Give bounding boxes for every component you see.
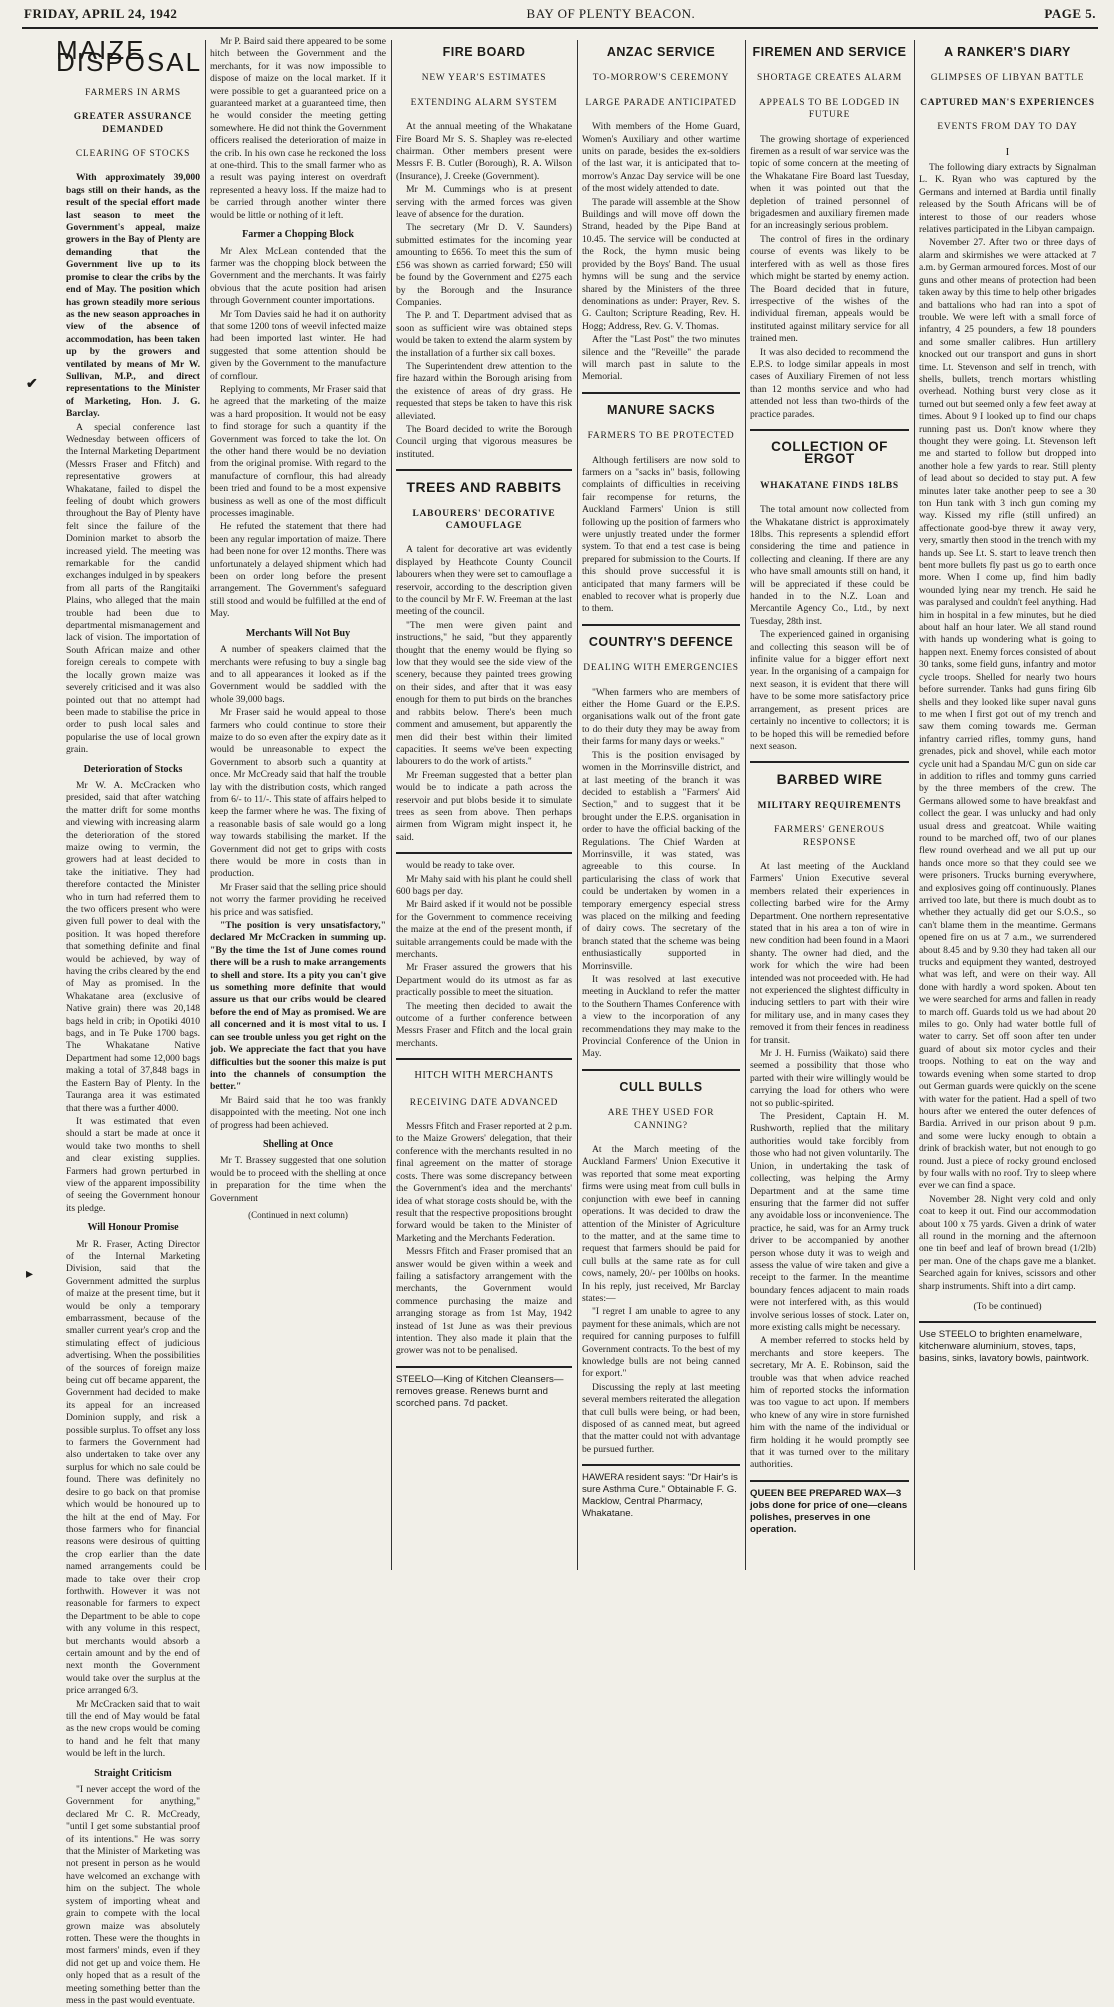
maize-paragraph: Mr W. A. McCracken who presided, said that after watching the matter drift for some months and viewing with increasing alarm the deterioration of the stored maize owing to vermin, the growers had at least decided to take the initiative. They had therefore contacted the Minister who in turn had referred them to the two officers present who were given full power to deal with the position. It was hoped therefore that something definite and final would be achieved, by way of having the cribs cleared by the end of May as promised. In the Whakatane area (exclusive of Native grain) there was 20,148 bags held in crib; in Opotiki 4010 bags, and in Te Puke 1700 bags. The Whakatane Native Department had some 12,000 bags making a total of 37,848 bags in the Eastern Bay of Plenty. In the Tauranga area it was estimated that there was a further 4000. <box>66 779 200 1114</box>
cull-headline: CULL BULLS <box>582 1069 740 1093</box>
defence-headline: COUNTRY'S DEFENCE <box>582 624 740 648</box>
fireboard-deck-2: EXTENDING ALARM SYSTEM <box>410 97 558 108</box>
maize-subhead: Shelling at Once <box>262 1138 333 1150</box>
trees-paragraph: A talent for decorative art was evidently displayed by Heathcote County Council labourers when they were set to camouflage a reservoir, according to the description given to the council by Mr F. W. Freeman at the last meeting of the council. <box>396 544 572 618</box>
column-6 <box>919 36 1096 1576</box>
masthead-paper-title: BAY OF PLENTY BEACON. <box>526 6 696 21</box>
masthead-date: FRIDAY, APRIL 24, 1942 <box>24 6 178 21</box>
to-be-continued: (To be continued) <box>973 1301 1042 1312</box>
manure-headline: MANURE SACKS <box>582 392 740 416</box>
barbed-headline: BARBED WIRE <box>750 761 909 785</box>
column-2 <box>210 36 386 1576</box>
fireboard-paragraph: The secretary (Mr D. V. Saunders) submitted estimates for the incoming year amounting to £656. To meet this the sum of £56 was shown as carried forward; £50 will be found by the Government and £275 each by the Borough and the Insurance Companies. <box>396 222 572 308</box>
maize-paragraph: Mr P. Baird said there appeared to be some hitch between the Government and the merchants, for it was now impossible to dispose of maize on the local market. If it were possible to get a guaranteed price on a guaranteed market at a guaranteed time, then he would consider the meeting getting somewhere. He did not think the Government officers realised the deterioration of maize in the crib. In his own case he reckoned the loss at one-third. This to the small farmer who as a result was paying interest on overdraft represented a heavy loss. If the maize had to be carried through another winter there would be little or nothing of it left. <box>210 36 386 221</box>
hitch-paragraph: Messrs Ffitch and Fraser promised that an answer would be given within a week and failing a satisfactory arrangement with the merchants, the Government would commence purchasing the maize and arranging storage as from 1st May, 1942 instead of 1st June as was their previous intention. They also made it plain that the grower was not to be penalised. <box>396 1246 572 1357</box>
ergot-paragraph: The total amount now collected from the Whakatane district is approximately 18lbs. This represents a splendid effort considering the time and patience in collecting and cleaning. If there are any who have small amounts still on hand, it will be appreciated if these could be handed in to the N.Z. Loan and Mercantile Agency Co., Ltd., by next Tuesday, 28th inst. <box>750 504 909 627</box>
column-rule <box>391 40 392 1570</box>
defence-paragraph: It was resolved at last executive meeting in Auckland to refer the matter to the Southern Thames Conference with a view to the incorporation of any recommendations they may make to the Provincial Conference of the Union in May. <box>582 974 740 1060</box>
diary-paragraph: November 28. Night very cold and only coat to keep it out. Find our accommodation about 100 x 75 yards. Given a drink of water all round in the morning and the afternoon one tin beef and leaf of brown bread (1/2lb) per man. One of the chaps gave me a blanket. Searched again for knives, scissors and other sharp instruments. Shift into a dirt camp. <box>919 1193 1096 1292</box>
fireboard-paragraph: At the annual meeting of the Whakatane Fire Board Mr S. S. Shapley was re-elected chairman. Other members present were Messrs F. B. Cutler (Borough), R. A. Wilson (Insurance), J. Creeke (Government). <box>396 121 572 182</box>
ergot-paragraph: The experienced gained in organising and collecting this season will be of infinite value for a bigger effort next year. In the organising of a campaign for next season, it is evident that there will have to be some more satisfactory price arrangement, as present prices are certainly no incentive to collectors; it is to be hoped this will be remedied before next season. <box>750 629 909 752</box>
maize-paragraph: Mr Fraser said that the selling price should not worry the farmer providing he received his price and was satisfied. <box>210 881 386 918</box>
anzac-deck-1: TO-MORROW'S CEREMONY <box>592 73 730 84</box>
maize-paragraph: Mr Tom Davies said he had it on authority that some 1200 tons of weevil infected maize had been imported last winter. He had suggested that some attention should be given by the Government to the manufacture of cornflour. <box>210 308 386 382</box>
cull-deck: ARE THEY USED FOR CANNING? <box>607 1108 715 1131</box>
firemen-paragraph: The control of fires in the ordinary course of events was likely to be interfered with as well as those fires which might be started by enemy action. The Board decided that in future, irrespective of the wishes of the individual fireman, appeals would be instituted against military service for all trained men. <box>750 233 909 345</box>
fireboard-paragraph: The Board decided to write the Borough Council urging that vigorous measures be instituted. <box>396 423 572 460</box>
column-rule <box>745 40 746 1570</box>
continued-note: (Continued in next column) <box>248 1209 348 1220</box>
defence-deck: DEALING WITH EMERGENCIES <box>583 663 739 674</box>
maize-subhead: Farmer a Chopping Block <box>242 229 354 241</box>
steelo-advert-2: Use STEELO to brighten enamelware, kitchenware aluminium, stoves, taps, basins, sinks, lavatory bowls, paintwork. <box>919 1321 1096 1365</box>
maize-paragraph: Mr Baird said that he too was frankly disappointed with the meeting. Not one inch of progress had been achieved. <box>210 1094 386 1131</box>
firemen-paragraph: The growing shortage of experienced firemen as a result of war service was the topic of some concern at the meeting of the Whakatane Fire Board last Tuesday, when it was pointed out that the depletion of trained personnel of brigadesmen and auxiliary firemen made for an increasingly serious problem. <box>750 133 909 232</box>
ergot-headline: COLLECTION OF ERGOT <box>750 429 909 466</box>
newspaper-page <box>22 6 1098 2006</box>
defence-paragraph: This is the position envisaged by women in the Morrinsville district, and at last meeting of the branch it was decided to establish a "Farmers' Aid Section," and to suggest that it be brought under the E.P.S. organisation in order to have the official backing of the Regulations. The Chief Warden at Morrinsville, it was stated, was agreeable to this course. In particularising the class of work that could be undertaken by women in a temporary emergency especial stress was placed on the milking and feeding of dairy cows. The secretary of the branch stated that the scheme was being enthusiastically supported in Morrinsville. <box>582 749 740 972</box>
maize-paragraph: Mr Alex McLean contended that the farmer was the chopping block between the Government and the merchants. It was fairly obvious that the acute position had arisen through Government counter importations. <box>210 245 386 307</box>
anzac-paragraph: The parade will assemble at the Show Buildings and will move off down the Strand, headed by the Pipe Band at 10.45. The service will be conducted at the Rock, the hymn music being provided by the Boys' Band. The usual hymns will be sung and the service shared by the Ministers of the three denominations as under: Prayer, Rev. S. G. Caulton; Scripture Reading, Rev. H. Hogg; Address, Rev. G. V. Thomas. <box>582 196 740 332</box>
fireboard-paragraph: The Superintendent drew attention to the fire hazard within the Borough arising from the existence of areas of dry grass. He requested that steps be taken to have this risk alleviated. <box>396 360 572 422</box>
fireboard-paragraph: Mr M. Cummings who is at present serving with the armed forces was given leave of absence for the duration. <box>396 184 572 221</box>
column-rule <box>577 40 578 1570</box>
column-5 <box>750 36 909 1576</box>
anzac-paragraph: With members of the Home Guard, Women's Auxiliary and other wartime units on parade, besides the ex-soldiers of the last war, it is anticipated that to-morrow's Anzac Day service will be one of the most widely attended to date. <box>582 121 740 195</box>
trees-headline: TREES AND RABBITS <box>396 469 572 493</box>
maize-summary: With approximately 39,000 bags still on their hands, as the result of the special effort made last season to meet the Government's appeal, maize growers in the Bay of Plenty are demanding that the Government live up to its promise to clear the cribs by the end of May. The position which has grown steadily more serious as the new season approaches in view of the absence of accommodation, has been taken up by the growers and ventilated by means of Mr W. Sullivan, M.P., and direct representations to the Minister of Marketing, Hon. J. G. Barclay. <box>66 172 200 420</box>
column-3 <box>396 36 572 1576</box>
margin-mark: ▸ <box>26 1267 34 1282</box>
defence-paragraph: "When farmers who are members of either the Home Guard or the E.P.S. organisations walk out of the front gate to do their duty they may be away from their farms for many days or weeks." <box>582 686 740 748</box>
diary-deck-2: CAPTURED MAN'S EXPERIENCES <box>920 97 1095 108</box>
fireboard-paragraph: The P. and T. Department advised that as soon as sufficient wire was obtained steps would be taken to extend the alarm system by the installation of a further six call boxes. <box>396 310 572 359</box>
column-1 <box>56 35 203 2006</box>
maize-paragraph: Mr Baird asked if it would not be possible for the Government to commence receiving the maize at the end of the present month, if suitable arrangements could be made with the merchants. <box>396 899 572 960</box>
firemen-paragraph: It was also decided to recommend the E.P.S. to lodge similar appeals in most cases of Auxiliary Firemen of not less than 12 months service and who had attended not less than two-thirds of the practice parades. <box>750 346 909 420</box>
masthead <box>22 6 1098 29</box>
maize-subhead: Straight Criticism <box>94 1767 172 1779</box>
barbed-paragraph: At last meeting of the Auckland Farmers' Union Executive several members related their experiences in collecting barbed wire for the Army Department. One northern representative stated that in his area a ton of wire in new condition had been found in a Maori shanty. The owner had died, and the work for which the wire had been intended was not proceeded with. He had not experienced the slightest difficulty in inducing settlers to part with their wire for military use, and in many cases they removed it from their fences in readiness for transit. <box>750 860 909 1046</box>
barbed-paragraph: The President, Captain H. M. Rushworth, replied that the military authorities would take forcibly from those who had not given voluntarily. The Union, in undertaking the task of collecting, was helping the Army Department and at the same time ensuring that the farmer did not suffer any avoidable loss or inconvenience. The practice, he said, was for an Army truck driver to be accompanied by another person whose duty it was to weigh and assess the value of wire taken and give a receipt to the farmer. In the meantime boundary fences adjacent to main roads were not interfered with, as this would involve serious losses of stock. Later on, more existing calls might be necessary. <box>750 1111 909 1333</box>
trees-paragraph: Mr Freeman suggested that a better plan would be to indicate a path across the reservoir and put blobs beside it to simulate trees as seen from above. Then perhaps airmen from Wigram might inspect it, he said. <box>396 769 572 843</box>
maize-deck-3: CLEARING OF STOCKS <box>75 149 191 160</box>
trees-deck: LABOURERS' DECORATIVE CAMOUFLAGE <box>412 508 556 531</box>
maize-paragraph: A number of speakers claimed that the merchants were refusing to buy a single bag and to all appearances it looked as if the Government would be saddled with the whole 39,000 bags. <box>210 644 386 705</box>
maize-paragraph: "I never accept the word of the Government for anything," declared Mr C. R. McCready, "until I get some substantial proof of its intentions." He was sorry that the Minister of Marketing was not present in person as he would have welcomed an exchange with him on the subject. The whole system of importing wheat and grain to compete with the local grown maize was absolutely rotten. These were the thoughts in most farmers' minds, even if they did not get up and voice them. He only hoped that as a result of the meeting something better than the mess in the past would eventuate. <box>66 1784 200 2006</box>
maize-subhead: Will Honour Promise <box>87 1222 179 1234</box>
maize-paragraph: Mr Mahy said with his plant he could shell 600 bags per day. <box>396 873 572 897</box>
hitch-paragraph: Messrs Ffitch and Fraser reported at 2 p.m. to the Maize Growers' delegation, that their conference with the merchants resulted in no final agreement on the matter of storage costs. There was some discrepancy between the Government's idea and the merchants' idea of what storage costs should be, with the result that the respective propositions brought forward would be taken to the Minister of Marketing and the Merchants Federation. <box>396 1121 572 1244</box>
asthma-advert: HAWERA resident says: "Dr Hair's is sure Asthma Cure." Obtainable F. G. Macklow, Central Pharmacy, Whakatane. <box>582 1464 740 1520</box>
maize-paragraph: The meeting then decided to await the outcome of a further conference between Messrs Fraser and Ffitch and the local grain merchants. <box>396 1000 572 1049</box>
manure-deck: FARMERS TO BE PROTECTED <box>587 431 735 442</box>
masthead-page-number: PAGE 5. <box>1044 6 1096 21</box>
diary-paragraph: November 27. After two or three days of alarm and skirmishes we were attacked at 7 a.m. by German armoured forces. Most of our guns and other means of protection had been taken away by this time to help other brigades and battalions who had ran into a spot of trouble. We were left with a small force of infantry, 4 25 pounders, a few 18 pounders and some smaller calibres. Hun artillery knocked out our transport and guns in short time. Lt. Stevenson and self in trench, with shells, bullets, trench mortars whistling overhead. Nothing burst very close as it turned out but seemed only a few feet away at times. About 9 I looked up to find our chaps running past us. Don't know where they thought they were going. Lt. Stevenson left me and started to follow but dropped into another hole a few yards to rear. Still plenty of lead about so decided to stay put. A few minutes later take another peep to see a 30 ton Hun tank with 3 inch gun coming my way. Kissed my rifle (still unfired) an affectionate good-bye threw it away very, very, smartly then stood in the trench with my hands up. See Lt. S. start to leave trench then bent more bullets fly past us go to earth once more. When I come up, find him badly wounded lying near my trench. He said he was paralysed and couldn't feel anything. Had him in hospital in a few minutes, but he died about half an hour later. We all stand round with hands up wondering what is going to happen next. Enemy forces consisted of about 30 tanks, some field guns, infantry and motor cycle troops. Shelled for nearly two hours before surrender. Tanks had guns firing 6lb shells and they looked like super naval guns to me when I first got out of my trench and saw them coming towards me. German infantry carried rifles, tommy guns, hand grenades, pick and shovel, while each motor cycle unit had a Spandau M/C gun on side car in addition to rifles and tommy guns carried by the three members of the crew. The Germans allowed some to have breakfast and collect the gear. I was unlucky and had only usual dress and greatcoat. While waiting round to be marched off, two of our planes flew round overhead and we all put up our hands once more so that they could see we were prisoners. Trucks burning everywhere, and explosives going off continuously. Planes arrived too late, but there is much doubt as to whether they actually did get our S.O.S., so can't blame them in the meantime. Germans opened fire on us at 7 a.m., we surrendered about 8.45 and by 9.30 they had taken all our trucks and equipment they wanted, destroyed what was left, and were on their way. All done with hardly a word spoken. About ten we were searched for arms and fallen in ready to march off. Guards told us we had about 20 miles to go. Only had water bottle full of water to carry. Set off soon after ten under guard of about six motor cycles and their troops. Nothing to eat on the way and towards evening when some started to drop out German guards were quickly on the scene with water for the patient. Had a spell of two hours after we entered the outer defences of Bardia. Arrived in our prison about 9 p.m. and some were lucky enough to obtain a drink of brackish water, but not enough to go round. Just a piece of rocky ground enclosed by four walls with no roof. Try to sleep where ever we can find a space. <box>919 237 1096 1192</box>
manure-paragraph: Although fertilisers are now sold to farmers on a "sacks in" basis, following complaints of difficulties in receiving fair recompense for returns, the Auckland Farmers' Union is still following up the position of farmers who were unjustly treated under the former system. To that end a test case is being prepared for submission to the Courts. If this should prove successful it is anticipated that many farmers will be enabled to recover what is properly due to them. <box>582 454 740 615</box>
ergot-deck: WHAKATANE FINDS 18LBS <box>760 480 899 491</box>
diary-paragraph: The following diary extracts by Signalman L. K. Ryan who was captured by the Germans and interned at Bardia until finally released by the South Africans will be of interest to those of our readers whose relatives participated in the Libyan campaign. <box>919 162 1096 236</box>
trees-paragraph: "The men were given paint and instructions," he said, "but they apparently thought that the enemy would be flying so low that they would see the side view of the scenery, because they painted trees growing on their sides, and after that it was easy enough for them to put birds on the branches and rabbits below. There's been much comment and amusement, but apparently the men did their best within their limited capacities. It seems we've been expecting labourers to do the work of artists." <box>396 619 572 768</box>
hitch-headline: HITCH WITH MERCHANTS <box>396 1058 572 1082</box>
barbed-deck-2: FARMERS' GENEROUS RESPONSE <box>774 825 885 848</box>
section-divider <box>396 852 572 854</box>
maize-deck-1: FARMERS IN ARMS <box>85 87 181 98</box>
diary-deck-3: EVENTS FROM DAY TO DAY <box>937 122 1078 133</box>
diary-part-number: I <box>1005 145 1010 158</box>
firemen-deck-1: SHORTAGE CREATES ALARM <box>757 73 902 84</box>
steelo-advert: STEELO—King of Kitchen Cleansers—removes grease. Renews burnt and scorched pans. 7d packet. <box>396 1366 572 1410</box>
maize-paragraph: would be ready to take over. <box>406 860 515 872</box>
cull-paragraph: "I regret I am unable to agree to any payment for these animals, which are not required for canning purposes to fulfill Government contracts. To the best of my knowledge bulls are not being canned for export." <box>582 1306 740 1380</box>
column-rule <box>205 40 206 1570</box>
maize-paragraph: Mr Fraser assured the growers that his Department would do its utmost as far as practically possible to meet the situation. <box>396 962 572 999</box>
maize-paragraph: It was estimated that even should a start be made at once it would take two months to shell and clear existing supplies. Farmers had grown perturbed in view of the apparent impossibility of seeing the Government honour its pledge. <box>66 1115 200 1214</box>
maize-paragraph: A special conference last Wednesday between officers of the Internal Marketing Department (Messrs Fraser and Ffitch) and representative growers at Whakatane, failed to dispel the feeling of doubt which growers throughout the Bay of Plenty have felt since the failure of the Dominion market to absorb the increased yield. The meeting was remarkable for the candid exchanges indulged in by speakers from all parts of the Rangitaiki Plains, who alleged that the main trouble had been due to departmental mismanagement and lack of vision. The importation of South African maize and other foreign cereals to compete with the locally grown maize was severely criticised and it was also pointed out that no attempt had been made to stabilise the price in order to push local sales and popularise the use of local grown grain. <box>66 421 200 756</box>
barbed-paragraph: Mr J. H. Furniss (Waikato) said there seemed a possibility that those who parted with their wire willingly would be carrying the load for others who were not so public-spirited. <box>750 1048 909 1109</box>
maize-headline: MAIZE DISPOSAL <box>56 35 203 78</box>
margin-mark: ✔ <box>26 377 38 392</box>
anzac-headline: ANZAC SERVICE <box>606 45 716 59</box>
diary-deck-1: GLIMPSES OF LIBYAN BATTLE <box>930 73 1085 84</box>
fireboard-deck-1: NEW YEAR'S ESTIMATES <box>421 73 547 84</box>
maize-paragraph: Mr McCracken said that to wait till the end of May would be fatal as the new crops would be coming to hand and he felt that many would be left in the lurch. <box>66 1698 200 1760</box>
queen-bee-advert: QUEEN BEE PREPARED WAX—3 jobs done for price of one—cleans polishes, preserves in one operation. <box>750 1480 909 1536</box>
maize-paragraph: He refuted the statement that there had been any regular importation of maize. There had been none for over 12 months. There was unfortunately a delayed shipment which had been on order long before the present arrangement. The Government's safeguard still stood and would be fulfilled at the end of May. <box>210 521 386 620</box>
cull-paragraph: At the March meeting of the Auckland Farmers' Union Executive it was reported that some meat exporting firms were using meat from cull bulls in conjunction with ewe beef in canning operations. It was decided to draw the attention of the Minister of Agriculture to the matter, and at the same time to request that farmers should be paid for cull bulls at the same rate as for cull cows, namely, 20/- per 100lbs on hooks. In his reply, just received, Mr Barclay states:— <box>582 1144 740 1304</box>
cull-paragraph: Discussing the reply at last meeting several members reiterated the allegation that cull bulls were being, or had been, disposed of as canned meat, but agreed that the matter could not with advantage be pursued further. <box>582 1381 740 1455</box>
anzac-deck-2: LARGE PARADE ANTICIPATED <box>585 97 737 108</box>
maize-paragraph: Mr T. Brassey suggested that one solution would be to proceed with the shelling at once in preparation for the time when the Government <box>210 1155 386 1204</box>
maize-paragraph: Mr R. Fraser, Acting Director of the Internal Marketing Division, said that the Government admitted the surplus of maize at the present time, but it would be only a temporary embarrassment, because of the smaller current year's crop and the stimulating effect of judicious advertising. When the possibilities of the sources of foreign maize being cut off became apparent, the Government had decided to make its appeal for an increased Dominion supply, and risk a possible surplus. To offset any loss to farmers the Government had also undertaken to take over any surplus for which no sale could be found. There was definitely no desire to go back on that promise which would be honoured up to the hilt at the end of May. For those farmers who for financial reasons were desirous of quitting the crop earlier than the date named arrangements could be made to take over their crop forthwith. However it was not reasonable for farmers to expect the Department to be able to cope with any volume in this respect, but merchants would absorb a certain amount and by the end of next month the Government would take over the surplus at the price arranged 6/3. <box>66 1238 200 1697</box>
firemen-deck-2: APPEALS TO BE LODGED IN FUTURE <box>759 97 900 121</box>
column-rule <box>914 40 915 1570</box>
columns <box>22 35 1098 2006</box>
maize-deck-2: GREATER ASSURANCE DEMANDED <box>73 112 193 135</box>
barbed-paragraph: A member referred to stocks held by merchants and store keepers. The secretary, Mr A. E. Robinson, said the trouble was that when advice reached him of reported stocks the information was too vague to act upon. If members who knew of any wire in store furnished him with the name of the individual or firm holding it he would promptly see that it was turned over to the military authorities. <box>750 1335 909 1471</box>
column-4 <box>582 36 740 1576</box>
maize-paragraph: Mr Fraser said he would appeal to those farmers who could continue to store their maize to do so even after the expiry date as it would be unreasonable to expect the Government to absorb such a quantity at once. Mr McCready said that half the trouble lay with the distribution costs, which ranged from 6/- to 11/-. This state of affairs helped to keep the farmer where he was. The fixing of a reasonable basis of sale would go a long way towards stabilising the market. If the Government did not get to grips with costs there would be more in costs than in production. <box>210 707 386 880</box>
maize-paragraph: Replying to comments, Mr Fraser said that he agreed that the marketing of the maize was a hard proposition. It would not be easy to find storage for such a quantity if the Government was forced to take the lot. On the other hand there would be no deviation from the original promise. With regard to the manufacture of cornflour, this had already been tried and found to be a most expensive business as well as one of the most difficult processes imaginable. <box>210 383 386 520</box>
anzac-paragraph: After the "Last Post" the two minutes silence and the "Reveille" the parade will march past in salute to the Memorial. <box>582 334 740 383</box>
maize-subhead: Deterioration of Stocks <box>83 763 183 775</box>
barbed-deck-1: MILITARY REQUIREMENTS <box>757 800 902 811</box>
maize-subhead: Merchants Will Not Buy <box>245 627 351 639</box>
maize-quote-paragraph: "The position is very unsatisfactory," declared Mr McCracken in summing up. "By the time the 1st of June comes round there will be a rush to make arrangements to shell and store. Its a pity you can't give us something more definite that would assure us that our cribs would be cleared before the end of May as promised. We are all concerned and it is most vital to us. I can see trouble unless you get right on the job. We appreciate the fact that you have difficulties but the sooner this maize is put into the channels of consumption the better." <box>210 920 386 1093</box>
diary-headline: A RANKER'S DIARY <box>944 45 1071 59</box>
hitch-deck: RECEIVING DATE ADVANCED <box>409 1097 559 1108</box>
fireboard-headline: FIRE BOARD <box>442 45 526 59</box>
firemen-headline: FIREMEN AND SERVICE <box>752 45 907 59</box>
